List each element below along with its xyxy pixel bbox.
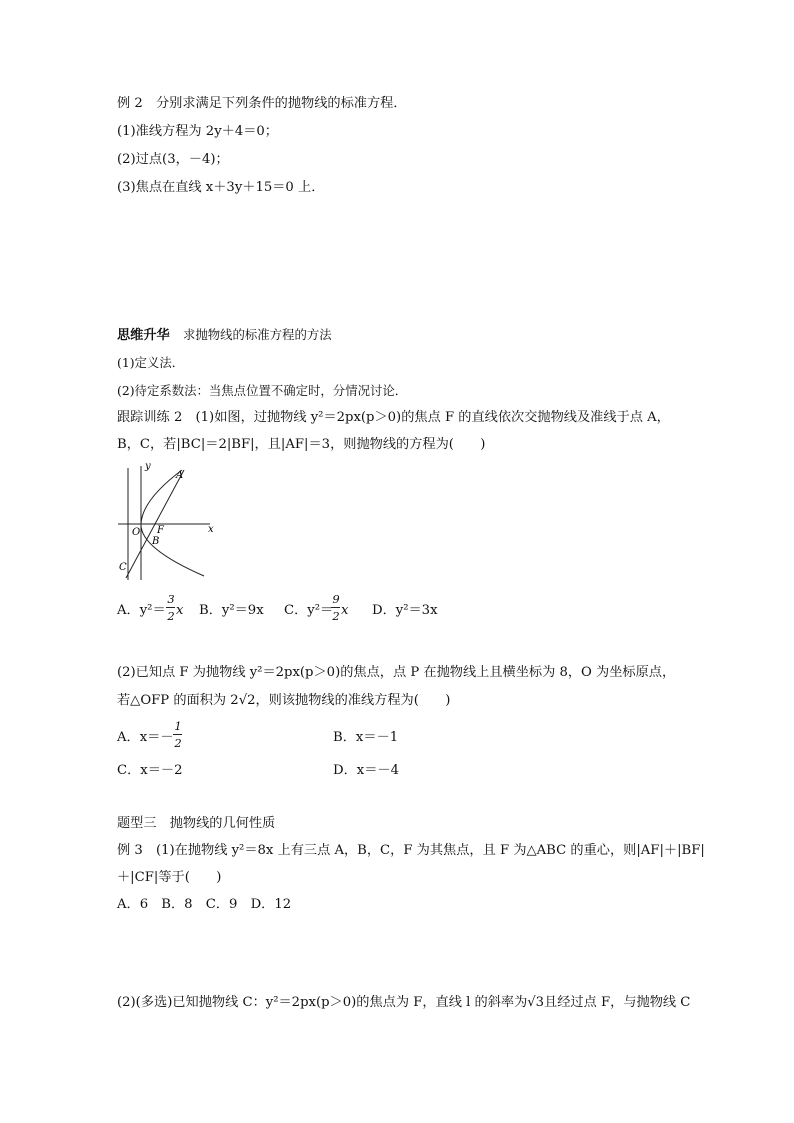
example2-item3: (3)焦点在直线 x＋3y＋15＝0 上． (117, 180, 325, 195)
example2-item1: (1)准线方程为 2y＋4＝0； (117, 124, 278, 139)
example2-title: 例 2 分别求满足下列条件的抛物线的标准方程． (117, 96, 407, 111)
option-q1-b: B．y²＝9x (199, 603, 264, 618)
option-q2-a-num: 1 (174, 719, 182, 733)
label-C: C (119, 562, 127, 573)
parabola-figure (112, 458, 222, 584)
practice2-line1: 跟踪训练 2 (1)如图，过抛物线 y²＝2px(p＞0)的焦点 F 的直线依次交抛物线及准线于点 A， (117, 410, 670, 425)
label-A: A (176, 470, 184, 481)
option-q1-c-bar (331, 607, 340, 608)
example3-q2: (2)(多选)已知抛物线 C：y²＝2px(p＞0)的焦点为 F，直线 l 的斜率为√3且经过点 F，与抛物线 C (117, 995, 691, 1010)
label-O: O (132, 527, 141, 538)
thinking-heading-text: 求抛物线的标准方程的方法 (182, 327, 332, 342)
thinking-item1: (1)定义法． (117, 355, 185, 370)
label-x: x (208, 524, 214, 535)
option-q1-c-num: 9 (332, 592, 340, 606)
option-q1-a-suffix: x (176, 603, 184, 618)
option-q2-b: B．x＝－1 (333, 730, 399, 745)
option-q2-a: A．x＝－ (117, 730, 174, 745)
option-q1-a: A．y²＝ (117, 603, 166, 618)
option-q1-d: D．y²＝3x (372, 603, 438, 618)
option-q2-c: C．x＝－2 (117, 763, 183, 778)
thinking-heading: 思维升华 (117, 328, 170, 343)
option-q2-d: D．x＝－4 (333, 763, 399, 778)
practice2-q2-line2: 若△OFP 的面积为 2√2，则该抛物线的准线方程为( ) (117, 693, 451, 708)
option-q1-c: C．y²＝ (284, 603, 334, 618)
example3-line1: 例 3 (1)在抛物线 y²＝8x 上有三点 A，B，C，F 为其焦点，且 F 为△ABC 的重心，则|AF|＋|BF| (117, 843, 705, 858)
example2-item2: (2)过点(3，－4)； (117, 152, 229, 167)
practice2-line2: B，C，若|BC|＝2|BF|，且|AF|＝3，则抛物线的方程为( ) (117, 437, 486, 452)
example3-line2: ＋|CF|等于( ) (117, 870, 222, 885)
option-q2-a-den: 2 (174, 736, 182, 750)
option-q1-a-den: 2 (167, 609, 175, 623)
practice2-q2-line1: (2)已知点 F 为抛物线 y²＝2px(p＞0)的焦点，点 P 在抛物线上且横坐标为 8，O 为坐标原点， (117, 665, 676, 680)
option-q1-a-bar (166, 607, 175, 608)
option-q1-a-num: 3 (167, 592, 175, 606)
example3-options: A．6 B．8 C．9 D．12 (117, 897, 292, 912)
label-F: F (157, 525, 164, 536)
thinking-item2: (2)待定系数法：当焦点位置不确定时，分情况讨论． (117, 383, 408, 398)
section3-title: 题型三 抛物线的几何性质 (117, 816, 276, 831)
label-y: y (145, 461, 151, 472)
option-q2-a-bar (173, 734, 182, 735)
option-q1-c-den: 2 (332, 609, 340, 623)
thinking-heading-line (117, 326, 332, 345)
option-q1-c-suffix: x (341, 603, 349, 618)
label-B: B (152, 536, 160, 547)
